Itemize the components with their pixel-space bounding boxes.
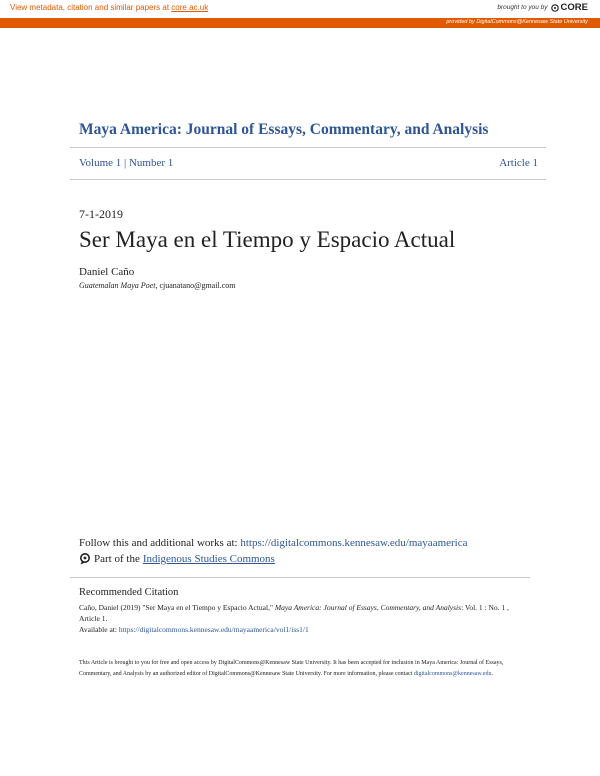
follow-line — [79, 537, 468, 549]
available-url-link[interactable]: https://digitalcommons.kennesaw.edu/mayaamerica/vol1/iss1/1 — [118, 625, 309, 634]
contact-email-link[interactable]: digitalcommons@kennesaw.edu — [413, 671, 492, 677]
citation-start: Caño, Daniel (2019) "Ser Maya en el Tiempo y Espacio Actual," — [79, 603, 275, 612]
core-logo[interactable] — [551, 2, 588, 13]
affiliation-role: Guatemalan Maya Poet — [79, 281, 156, 290]
affiliation-email: , cjuanatano@gmail.com — [155, 281, 236, 290]
provider-bar — [0, 18, 600, 28]
article-number[interactable]: Article 1 — [499, 157, 538, 169]
header-rule-top — [70, 147, 546, 148]
core-banner — [0, 0, 600, 18]
core-logo-text: CORE — [560, 2, 588, 13]
follow-url-link[interactable]: https://digitalcommons.kennesaw.edu/mayaamerica — [240, 537, 468, 549]
core-link-prefix: View metadata, citation and similar papers at — [10, 3, 172, 12]
citation-end: : Vol. 1 : No. 1 , Article 1. — [79, 603, 509, 623]
brought-by-text: brought to you by — [497, 4, 548, 11]
number-link[interactable]: Number 1 — [128, 157, 174, 169]
core-metadata-link-line — [10, 3, 208, 12]
provider-text: provided by DigitalCommons@Kennesaw State University — [446, 19, 588, 25]
citation-rule — [70, 577, 530, 578]
indigenous-studies-link[interactable]: Indigenous Studies Commons — [142, 553, 275, 565]
recommended-citation-heading: Recommended Citation — [79, 587, 179, 598]
core-logo-icon — [551, 4, 559, 12]
publication-date: 7-1-2019 — [79, 207, 123, 221]
bepress-pin-icon — [79, 553, 91, 565]
author-affiliation — [79, 281, 235, 290]
citation-text — [79, 602, 529, 635]
journal-title[interactable]: Maya America: Journal of Essays, Commentary, and Analysis — [79, 121, 489, 138]
notice-text: This Article is brought to you for free and open access by DigitalCommons@Kennesaw State University. It has been accepted for inclusion in Maya America: Journal of Essays, Commentary, and Analysis by an authorized editor of DigitalCommons@Kennesaw State University. For more information, please contact — [79, 660, 504, 677]
follow-text: Follow this and additional works at: — [79, 537, 241, 549]
part-of-text: Part of the — [94, 553, 140, 565]
volume-link[interactable]: Volume 1 — [79, 157, 122, 169]
core-brought-by — [497, 2, 588, 13]
article-title: Ser Maya en el Tiempo y Espacio Actual — [79, 227, 456, 252]
notice-end: . — [491, 671, 493, 677]
open-access-notice — [79, 658, 529, 680]
core-link[interactable]: core.ac.uk — [171, 3, 209, 12]
volume-separator: | — [124, 157, 127, 169]
available-label: Available at: — [79, 625, 119, 634]
volume-number-line — [79, 157, 173, 169]
citation-journal: Maya America: Journal of Essays, Commentary, and Analysis — [274, 603, 462, 612]
author-name: Daniel Caño — [79, 266, 135, 278]
header-rule-bottom — [70, 179, 546, 180]
part-of-line — [79, 553, 275, 565]
